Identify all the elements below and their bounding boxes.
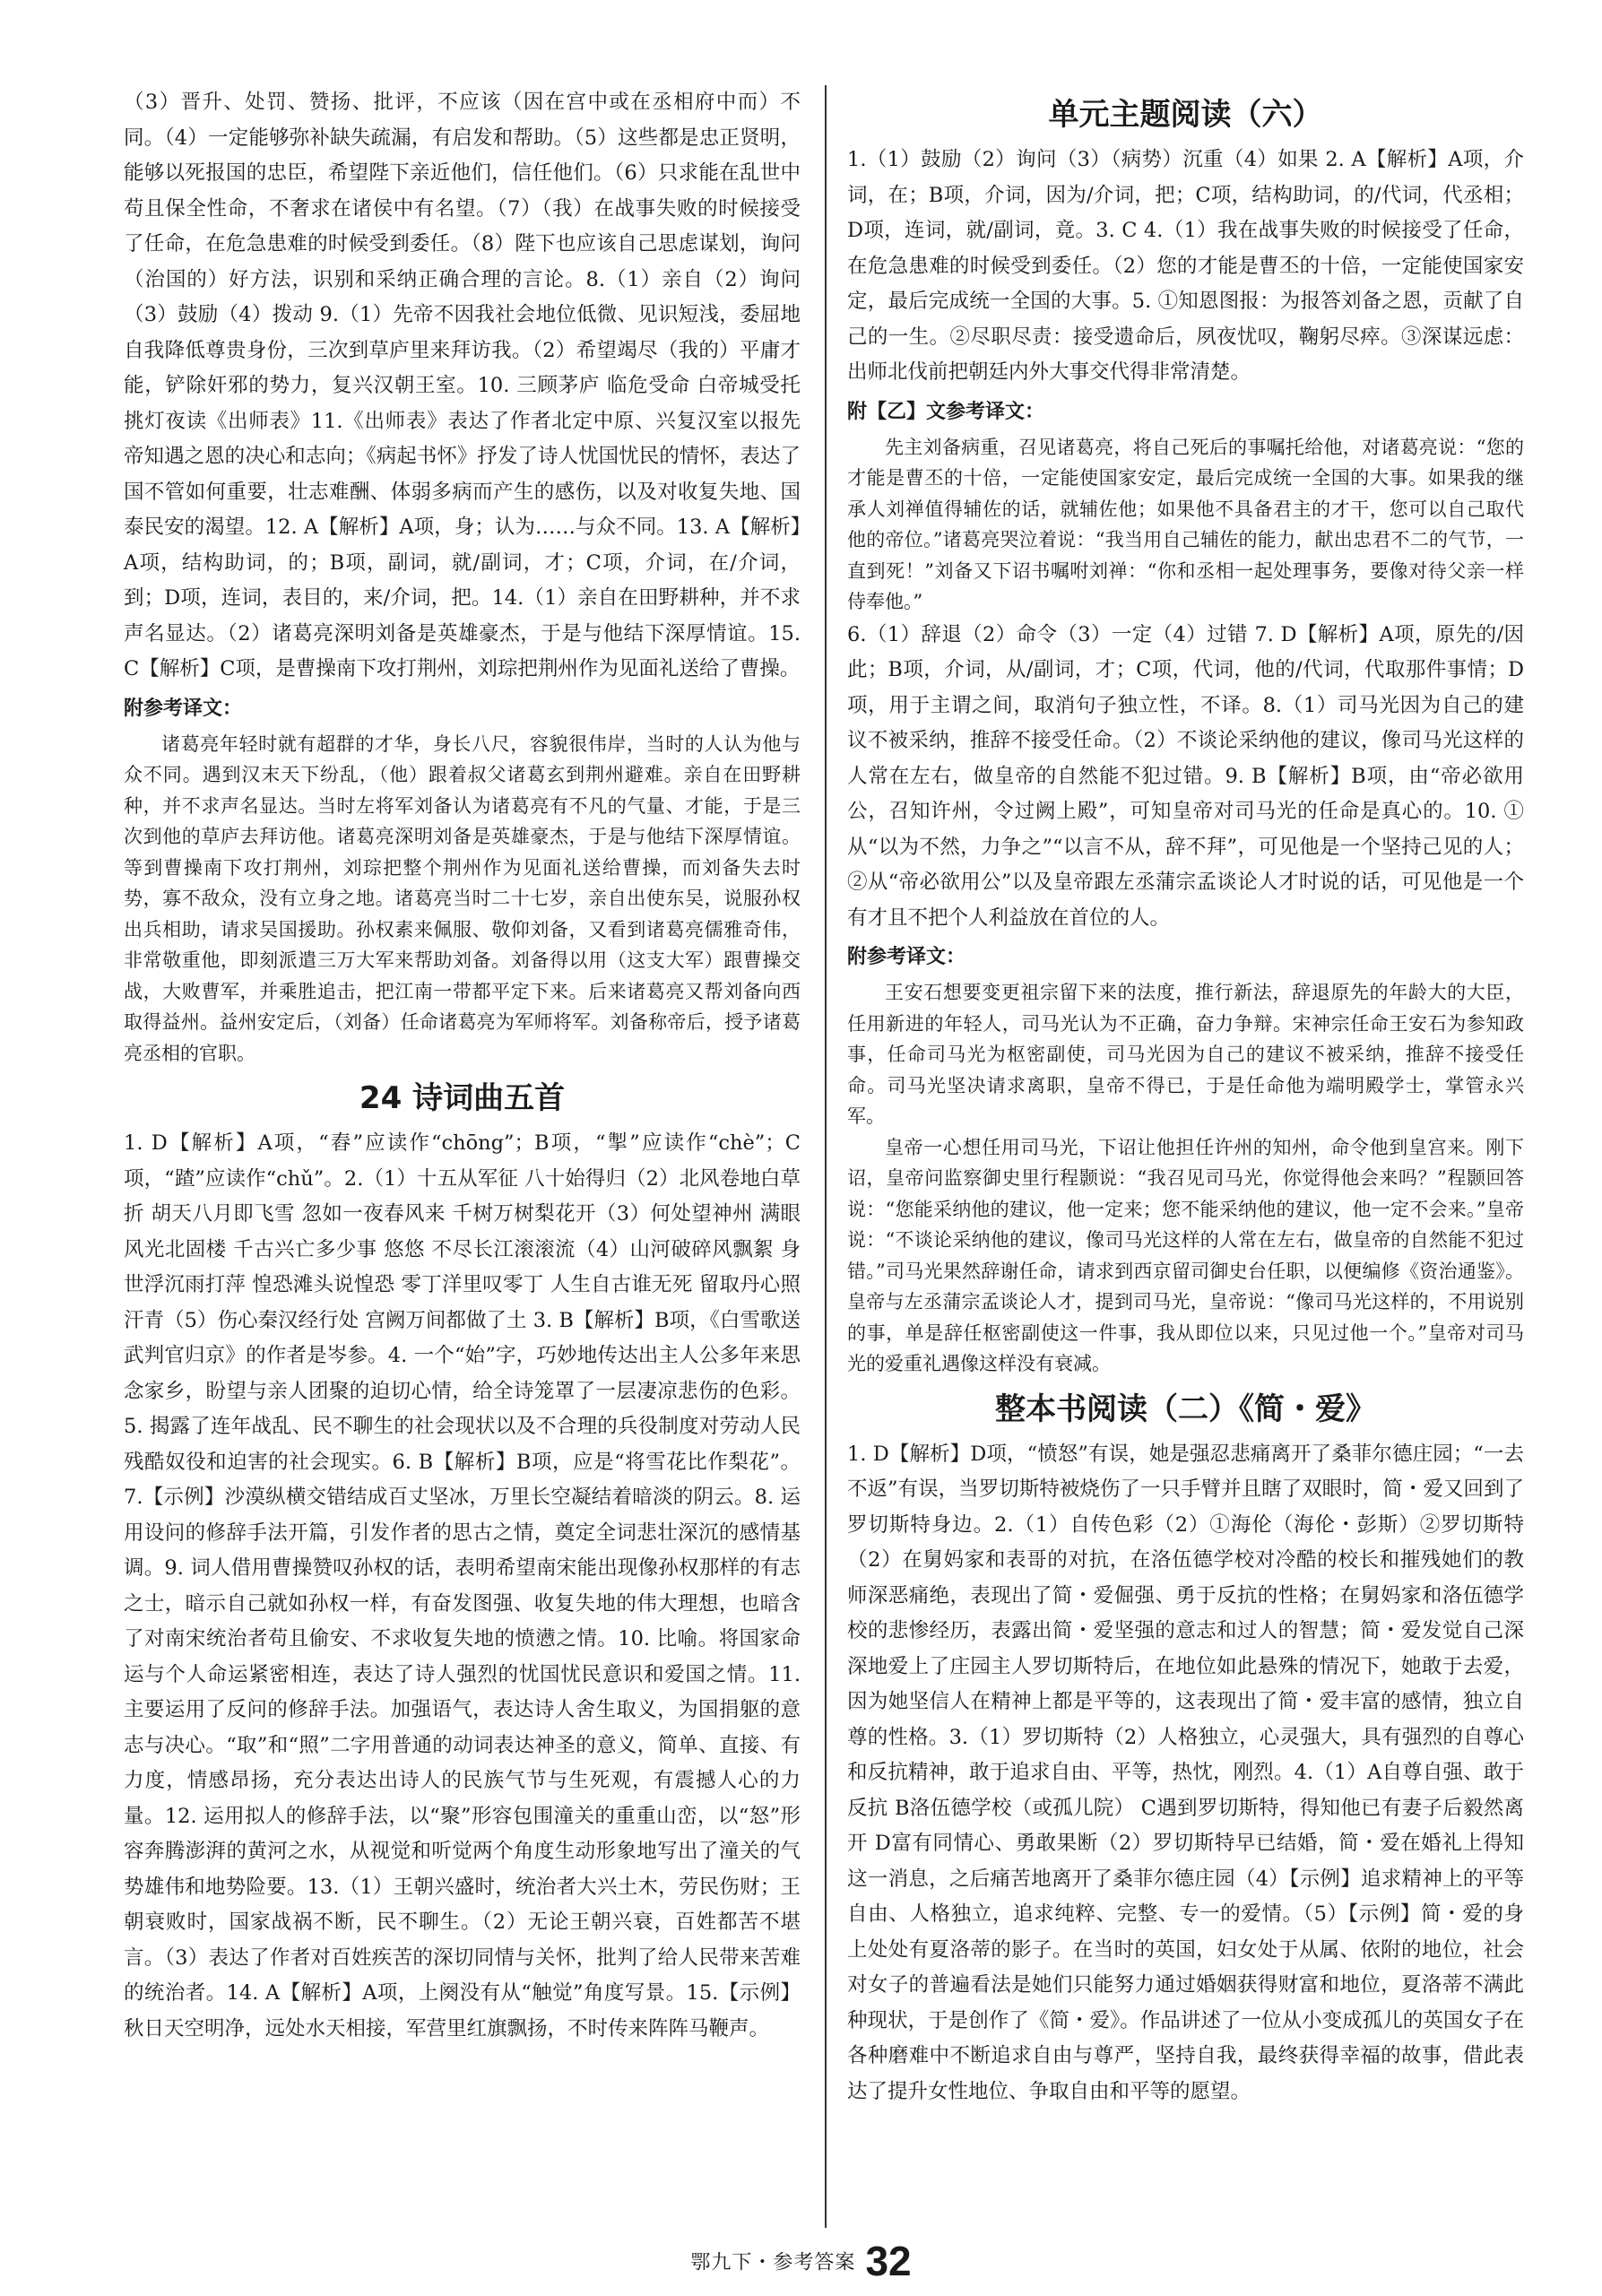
section-title-24: 24 诗词曲五首 <box>359 1080 566 1116</box>
reference-translation-heading-a: 附【乙】文参考译文： <box>847 400 1045 423</box>
right-column <box>847 85 1524 2110</box>
section-24-answers: 1. D【解析】A项，“舂”应读作“chōng”；B项，“掣”应读作“chè”；C项，“蹅”应读作“chǔ”。2.（1）十五从军征 八十始得归（2）北风卷地白草折 胡天八月即飞雪 忽如一夜春风来 千树万树梨花开（3）何处望神州 满眼风光北固楼 千古兴亡多少事 悠悠 不尽长江滚滚流（4）山河破碎风飘絮 身世浮沉雨打萍 惶恐滩头说惶恐 零丁洋里叹零丁 人生自古谁无死 留取丹心照汗青（5）伤心秦汉经行处 宫阙万间都做了土 3. B【解析】B项，《白雪歌送武判官归京》的作者是岑参。4. 一个“始”字，巧妙地传达出主人公多年来思念家乡，盼望与亲人团聚的迫切心情，给全诗笼罩了一层凄凉悲伤的色彩。5. 揭露了连年战乱、民不聊生的社会现状以及不合理的兵役制度对劳动人民残酷奴役和迫害的社会现实。6. B【解析】B项，应是“将雪花比作梨花”。7.【示例】沙漠纵横交错结成百丈坚冰，万里长空凝结着暗淡的阴云。8. 运用设问的修辞手法开篇，引发作者的思古之情，奠定全词悲壮深沉的感情基调。9. 词人借用曹操赞叹孙权的话，表明希望南宋能出现像孙权那样的有志之士，暗示自己就如孙权一样，有奋发图强、收复失地的伟大理想，也暗含了对南宋统治者苟且偷安、不求收复失地的愤懑之情。10. 比喻。将国家命运与个人命运紧密相连，表达了诗人强烈的忧国忧民意识和爱国之情。11. 主要运用了反问的修辞手法。加强语气，表达诗人舍生取义，为国捐躯的意志与决心。“取”和“照”二字用普通的动词表达神圣的意义，简单、直接、有力度，情感昂扬，充分表达出诗人的民族气节与生死观，有震撼人心的力量。12. 运用拟人的修辞手法，以“聚”形容包围潼关的重重山峦，以“怒”形容奔腾澎湃的黄河之水，从视觉和听觉两个角度生动形象地写出了潼关的气势雄伟和地势险要。13.（1）王朝兴盛时，统治者大兴土木，劳民伤财；王朝衰败时，国家战祸不断，民不聊生。（2）无论王朝兴衰，百姓都苦不堪言。（3）表达了作者对百姓疾苦的深切同情与关怀，批判了给人民带来苦难的统治者。14. A【解析】A项，上阕没有从“触觉”角度写景。15.【示例】秋日天空明净，远处水天相接，军营里红旗飘扬，不时传来阵阵马鞭声。 <box>124 1131 801 2040</box>
unit-answers-part-a: 1.（1）鼓励（2）询问（3）（病势）沉重（4）如果 2. A【解析】A项，介词，在；B项，介词，因为/介词，把；C项，结构助词，的/代词，代丞相；D项，连词，就/副词，竟。3. C 4.（1）我在战事失败的时候接受了任命，在危急患难的时候受到委任。（2）您的才能是曹丕的十倍，一定能使国家安定，最后完成统一全国的大事。5. ①知恩图报：为报答刘备之恩，贡献了自己的一生。②尽职尽责：接受遗命后，夙夜忧叹，鞠躬尽瘁。③深谋远虑：出师北伐前把朝廷内外大事交代得非常清楚。 <box>847 148 1524 384</box>
reference-translation-heading-b: 附参考译文： <box>847 946 966 968</box>
reference-translation-b-1: 王安石想要变更祖宗留下来的法度，推行新法，辞退原先的年龄大的大臣，任用新进的年轻人，司马光认为不正确，奋力争辩。宋神宗任命王安石为参知政事，任命司马光为枢密副使，司马光因为自己的建议不被采纳，推辞不接受任命。司马光坚决请求离职，皇帝不得已，于是任命他为端明殿学士，掌管永兴军。 <box>847 982 1524 1127</box>
reference-translation-b-2: 皇帝一心想任用司马光，下诏让他担任许州的知州，命令他到皇宫来。刚下诏，皇帝问监察御史里行程颢说：“我召见司马光，你觉得他会来吗？”程颢回答说：“您能采纳他的建议，他一定来；您不能采纳他的建议，他一定不会来。”皇帝说：“不谈论采纳他的建议，像司马光这样的人常在左右，做皇帝的自然能不犯过错。”司马光果然辞谢任命，请求到西京留司御史台任职，以便编修《资治通鉴》。皇帝与左丞蒲宗孟谈论人才，提到司马光，皇帝说：“像司马光这样的，不用说别的事，单是辞任枢密副使这一件事，我从即位以来，只见过他一个。”皇帝对司马光的爱重礼遇像这样没有衰减。 <box>847 1136 1524 1374</box>
reference-translation: 诸葛亮年轻时就有超群的才华，身长八尺，容貌很伟岸，当时的人认为他与众不同。遇到汉末天下纷乱，（他）跟着叔父诸葛玄到荆州避难。亲自在田野耕种，并不求声名显达。当时左将军刘备认为诸葛亮有不凡的气量、才能，于是三次到他的草庐去拜访他。诸葛亮深明刘备是英雄豪杰，于是与他结下深厚情谊。等到曹操南下攻打荆州，刘琮把整个荆州作为见面礼送给曹操，而刘备失去时势，寡不敌众，没有立身之地。诸葛亮当时二十七岁，亲自出使东吴，说服孙权出兵相助，请求吴国援助。孙权素来佩服、敬仰刘备，又看到诸葛亮儒雅奇伟，非常敬重他，即刻派遣三万大军来帮助刘备。刘备得以用（这支大军）跟曹操交战，大败曹军，并乘胜追击，把江南一带都平定下来。后来诸葛亮又帮刘备向西取得益州。益州安定后，（刘备）任命诸葛亮为军师将军。刘备称帝后，授予诸葛亮丞相的官职。 <box>124 732 801 1064</box>
whole-book-answers: 1. D【解析】D项，“愤怒”有误，她是强忍悲痛离开了桑菲尔德庄园；“一去不返”有误，当罗切斯特被烧伤了一只手臂并且瞎了双眼时，简・爱又回到了罗切斯特身边。2.（1）自传色彩（2）①海伦（海伦・彭斯）②罗切斯特（2）在舅妈家和表哥的对抗，在洛伍德学校对冷酷的校长和摧残她们的教师深恶痛绝，表现出了简・爱倔强、勇于反抗的性格；在舅妈家和洛伍德学校的悲惨经历，表露出简・爱坚强的意志和过人的智慧；简・爱发觉自己深深地爱上了庄园主人罗切斯特后，在地位如此悬殊的情况下，她敢于去爱，因为她坚信人在精神上都是平等的，这表现出了简・爱丰富的感情，独立自尊的性格。3.（1）罗切斯特（2）人格独立，心灵强大，具有强烈的自尊心和反抗精神，敢于追求自由、平等，热忱，刚烈。4.（1）A自尊自强、敢于反抗 B洛伍德学校（或孤儿院） C遇到罗切斯特，得知他已有妻子后毅然离开 D富有同情心、勇敢果断（2）罗切斯特早已结婚，简・爱在婚礼上得知这一消息，之后痛苦地离开了桑菲尔德庄园（4）【示例】追求精神上的平等自由、人格独立，追求纯粹、完整、专一的爱情。（5）【示例】简・爱的身上处处有夏洛蒂的影子。在当时的英国，妇女处于从属、依附的地位，社会对女子的普遍看法是她们只能努力通过婚姻获得财富和地位，夏洛蒂不满此种现状，于是创作了《简・爱》。作品讲述了一位从小变成孤儿的英国女子在各种磨难中不断追求自由与尊严，坚持自我，最终获得幸福的故事，借此表达了提升女性地位、争取自由和平等的愿望。 <box>847 1442 1524 2103</box>
reference-translation-a: 先主刘备病重，召见诸葛亮，将自己死后的事嘱托给他，对诸葛亮说：“您的才能是曹丕的十倍，一定能使国家安定，最后完成统一全国的大事。如果我的继承人刘禅值得辅佐的话，就辅佐他；如果他不具备君主的才干，您可以自己取代他的帝位。”诸葛亮哭泣着说：“我当用自己辅佐的能力，献出忠君不二的气节，一直到死！”刘备又下诏书嘱咐刘禅：“你和丞相一起处理事务，要像对待父亲一样侍奉他。” <box>847 436 1524 612</box>
whole-book-reading-title: 整本书阅读（二）《简・爱》 <box>995 1391 1376 1427</box>
unit-answers-part-b: 6.（1）辞退（2）命令（3）一定（4）过错 7. D【解析】A项，原先的/因此；B项，介词，从/副词，才；C项，代词，他的/代词，代取那件事情；D项，用于主谓之间，取消句子独立性，不译。8.（1）司马光因为自己的建议不被采纳，推辞不接受任命。（2）不谈论采纳他的建议，像司马光这样的人常在左右，做皇帝的自然能不犯过错。9. B【解析】B项，由“帝必欲用公，召知许州，令过阙上殿”，可知皇帝对司马光的任命是真心的。10. ①从“以为不然，力争之”“以言不从，辞不拜”，可见他是一个坚持己见的人；②从“帝必欲用公”以及皇帝跟左丞蒲宗孟谈论人才时说的话，可见他是一个有才且不把个人利益放在首位的人。 <box>847 622 1524 930</box>
answers-intro: （3）晋升、处罚、赞扬、批评，不应该（因在宫中或在丞相府中而）不同。（4）一定能够弥补缺失疏漏，有启发和帮助。（5）这些都是忠正贤明，能够以死报国的忠臣，希望陛下亲近他们，信任他们。（6）只求能在乱世中苟且保全性命，不奢求在诸侯中有名望。（7）（我）在战事失败的时候接受了任命，在危急患难的时候受到委任。（8）陛下也应该自己思虑谋划，询问（治国的）好方法，识别和采纳正确合理的言论。8.（1）亲自（2）询问（3）鼓励（4）拨动 9.（1）先帝不因我社会地位低微、见识短浅，委屈地自我降低尊贵身份，三次到草庐里来拜访我。（2）希望竭尽（我的）平庸才能，铲除奸邪的势力，复兴汉朝王室。10. 三顾茅庐 临危受命 白帝城受托 挑灯夜读《出师表》11.《出师表》表达了作者北定中原、兴复汉室以报先帝知遇之恩的决心和志向；《病起书怀》抒发了诗人忧国忧民的情怀，表达了国不管如何重要，壮志难酬、体弱多病而产生的感伤，以及对收复失地、国泰民安的渴望。12. A【解析】A项，身；认为……与众不同。13. A【解析】A项，结构助词，的；B项，副词，就/副词，才；C项，介词，在/介词，到；D项，连词，表目的，来/介词，把。14.（1）亲自在田野耕种，并不求声名显达。（2）诸葛亮深明刘备是英雄豪杰，于是与他结下深厚情谊。15. C【解析】C项，是曹操南下攻打荆州，刘琮把荆州作为见面礼送给了曹操。 <box>124 91 801 680</box>
left-column <box>124 85 801 2047</box>
footer-label: 鄂九下・参考答案 <box>690 2251 856 2274</box>
page-number: 32 <box>865 2238 912 2284</box>
column-divider <box>825 85 827 2228</box>
reference-translation-heading: 附参考译文： <box>124 697 243 720</box>
unit-theme-reading-title: 单元主题阅读（六） <box>1048 97 1323 133</box>
page-footer <box>0 2237 1602 2285</box>
